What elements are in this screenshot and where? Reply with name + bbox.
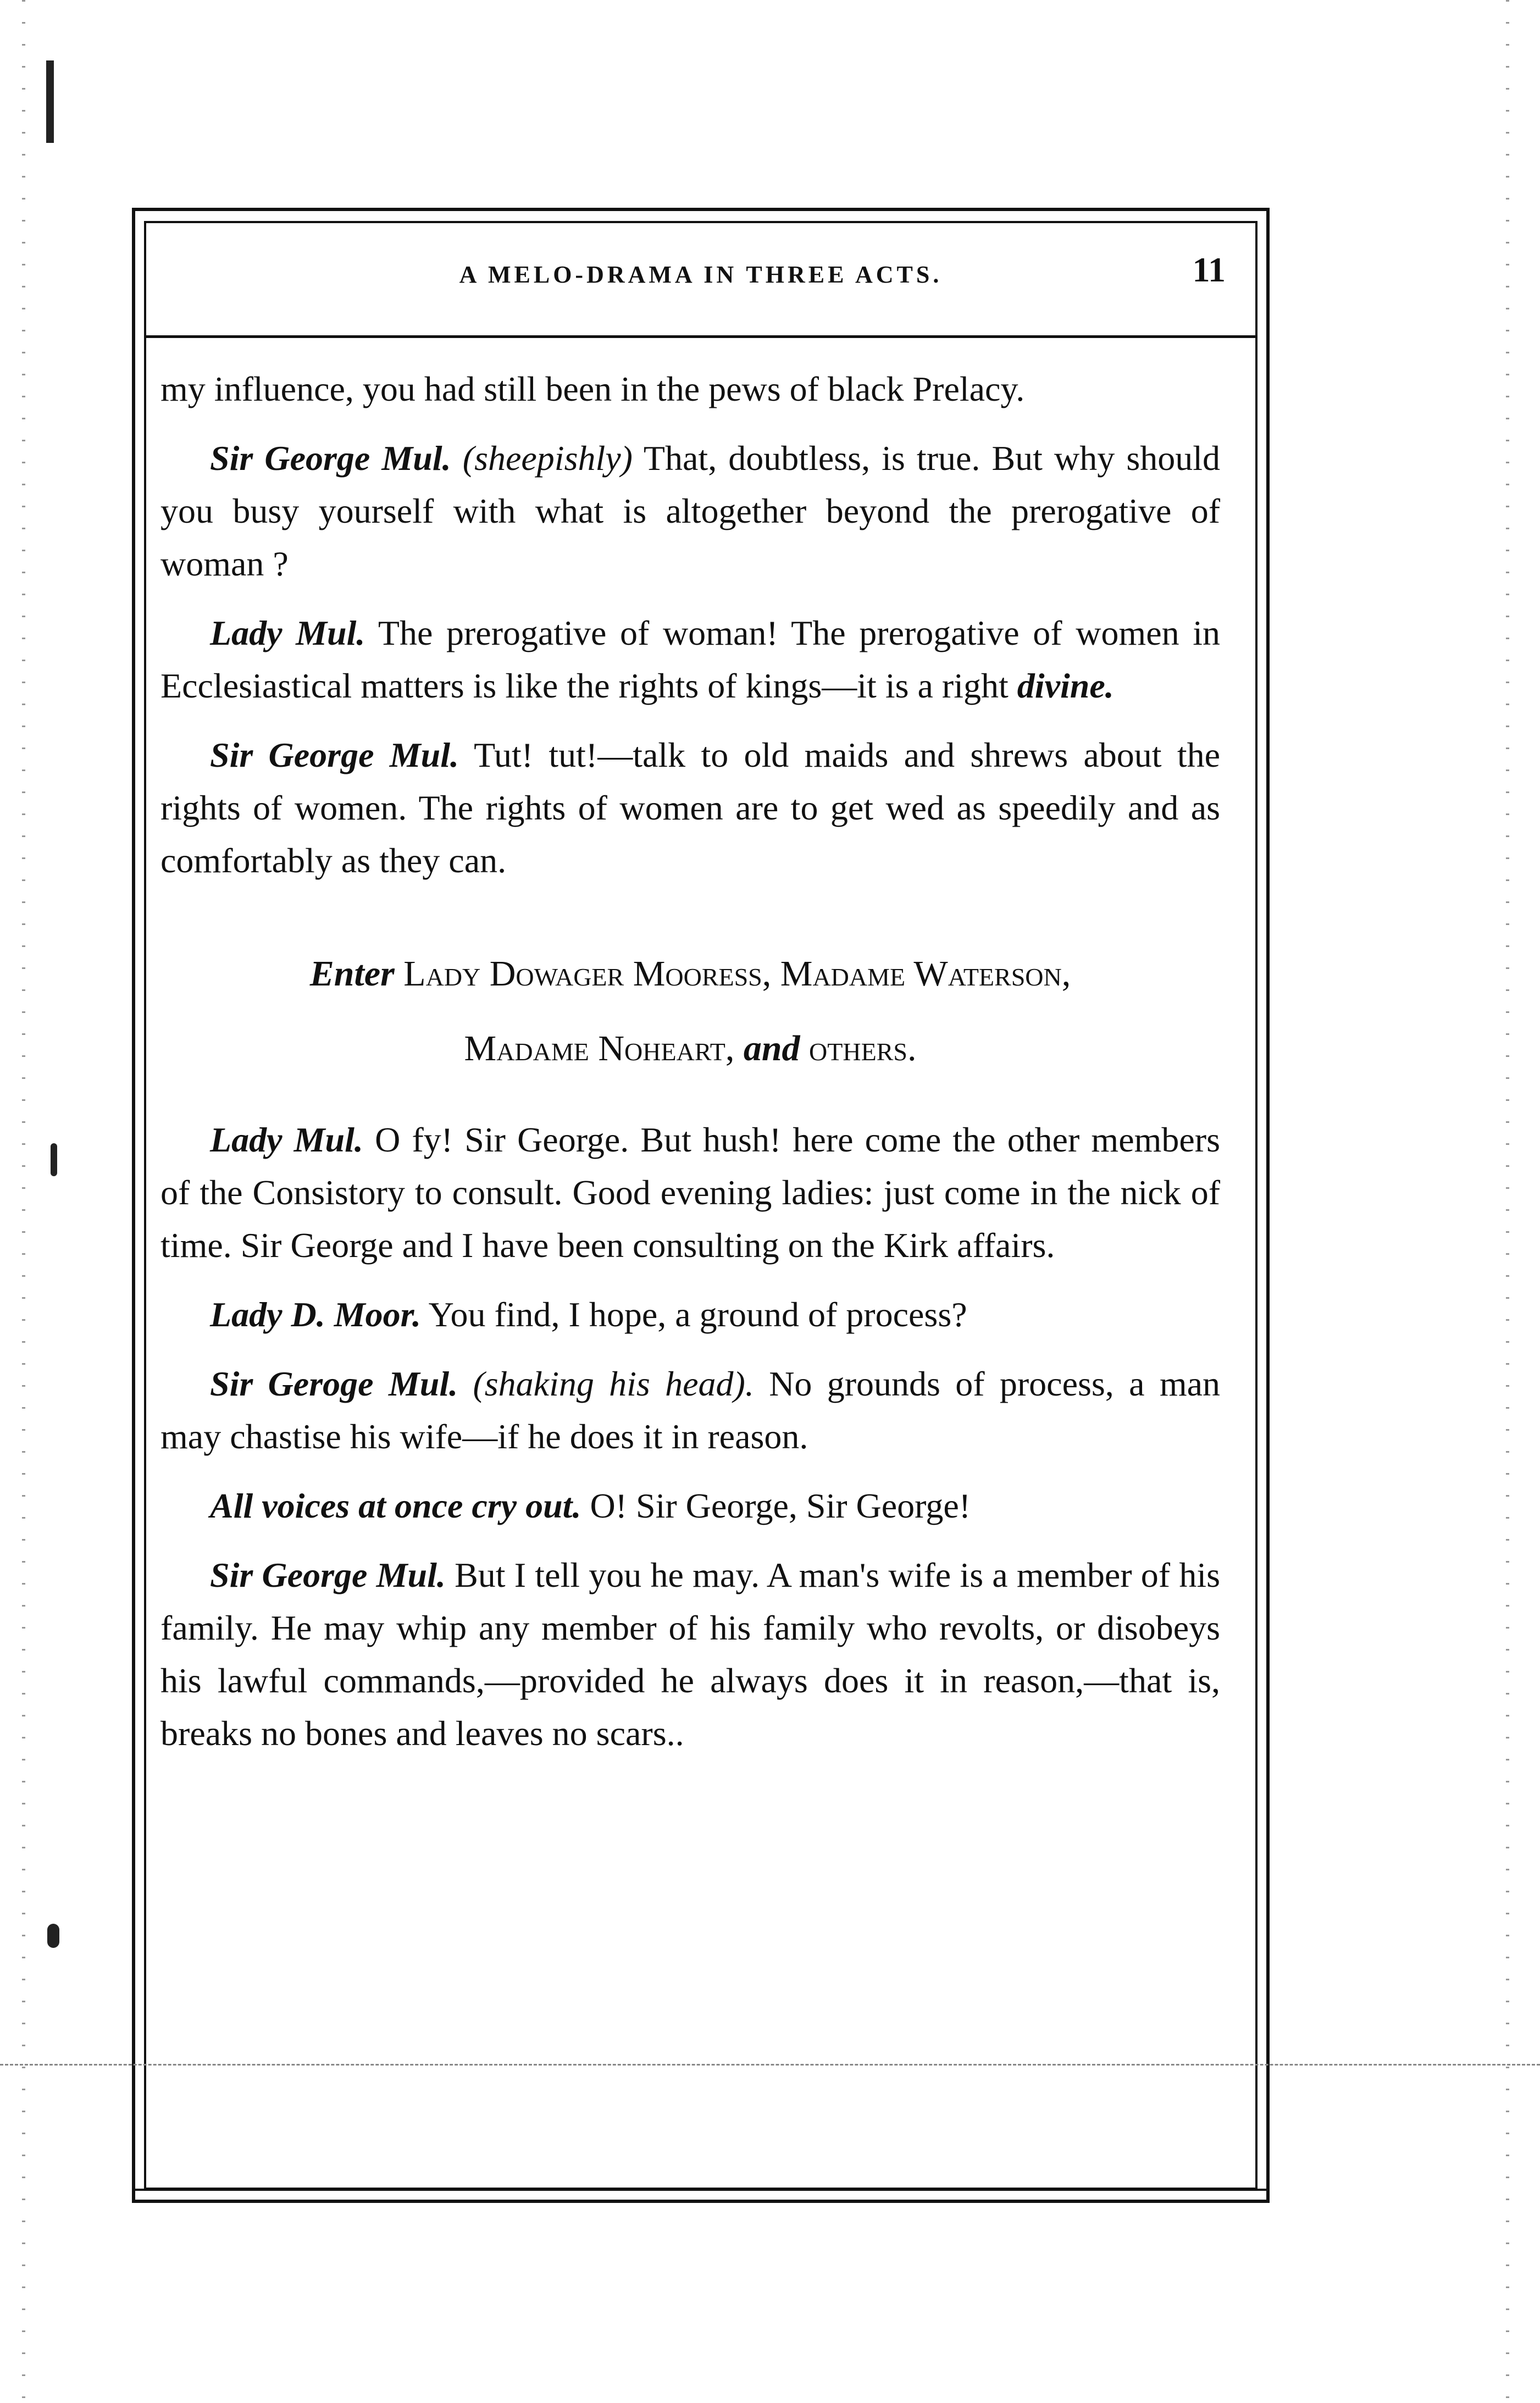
paragraph-8 xyxy=(160,1480,1220,1532)
speaker-name: Sir George Mul. xyxy=(210,439,451,478)
binding-mark-top xyxy=(46,60,54,143)
paragraph-1 xyxy=(160,363,1220,416)
paragraph-text: No grounds of process, a man may chastise his wife—if he does it in reason. xyxy=(160,1364,1221,1456)
scan-edge-right xyxy=(1506,0,1509,2403)
entering-characters: Lady Dowager Mooress, Madame Waterson, xyxy=(403,954,1071,994)
paragraph-text: Tut! tut!—talk to old maids and shrews about the rights of women. The rights of women are to get wed as speedily and as comfortably as they can. xyxy=(160,735,1221,880)
stage-enter: Enter xyxy=(309,954,395,994)
binding-mark-middle xyxy=(51,1143,57,1176)
paragraph-6 xyxy=(160,1288,1220,1341)
entering-characters: Madame Noheart, xyxy=(464,1028,735,1068)
scan-fold-line xyxy=(0,2064,1540,2066)
scan-edge-left xyxy=(22,0,25,2403)
page-header xyxy=(144,221,1258,335)
speaker-name: Sir Geroge Mul. xyxy=(210,1364,458,1403)
paragraph-text: O fy! Sir George. But hush! here come the other members of the Consistory to consult. Good evening ladies: just come in the nick of time. Sir George and I have been consulting on the Kirk affairs. xyxy=(160,1120,1221,1265)
stage-direction-entrance xyxy=(160,948,1220,1000)
speaker-name: Lady Mul. xyxy=(210,613,365,652)
paragraph-text: my influence, you had still been in the pews of black Prelacy. xyxy=(160,369,1025,408)
paragraph-2 xyxy=(160,432,1220,590)
paragraph-7 xyxy=(160,1358,1220,1463)
stage-others: others. xyxy=(809,1028,917,1068)
running-title: A MELO-DRAMA IN THREE ACTS. xyxy=(459,261,943,288)
page-body xyxy=(160,363,1220,1776)
paragraph-text: You find, I hope, a ground of process? xyxy=(428,1295,967,1334)
stage-direction: (sheepishly) xyxy=(462,439,633,478)
paragraph-4 xyxy=(160,729,1220,887)
bottom-rule xyxy=(132,2189,1270,2191)
paragraph-text: But I tell you he may. A man's wife is a member of his family. He may whip any member of his family who revolts, or disobeys his lawful commands,—provided he always does it in reason,—that is, breaks no bones and leaves no scars.. xyxy=(160,1555,1220,1753)
paragraph-text: O! Sir George, Sir George! xyxy=(590,1486,971,1525)
speaker-name: Sir George Mul. xyxy=(210,735,459,774)
emphasis-text: divine. xyxy=(1017,666,1114,705)
stage-direction: (shaking his head). xyxy=(473,1364,754,1403)
speaker-name: Lady Mul. xyxy=(210,1120,363,1159)
paragraph-text: That, doubtless, is true. But why should you busy yourself with what is altogether beyond the prerogative of woman ? xyxy=(160,439,1221,583)
paragraph-5 xyxy=(160,1114,1220,1272)
stage-direction-entrance-cont xyxy=(160,1022,1220,1075)
speaker-name: All voices at once cry out. xyxy=(210,1486,581,1525)
paragraph-3 xyxy=(160,607,1220,712)
speaker-name: Lady D. Moor. xyxy=(210,1295,421,1334)
paragraph-9 xyxy=(160,1549,1220,1760)
header-rule xyxy=(144,335,1258,338)
stage-and: and xyxy=(743,1028,800,1068)
paragraph-text: The prerogative of woman! The prerogative of women in Ecclesiastical matters is like the rights of kings—it is a right xyxy=(160,613,1221,705)
binding-mark-bottom xyxy=(47,1924,59,1948)
speaker-name: Sir George Mul. xyxy=(210,1555,446,1594)
page-number: 11 xyxy=(1192,250,1226,289)
